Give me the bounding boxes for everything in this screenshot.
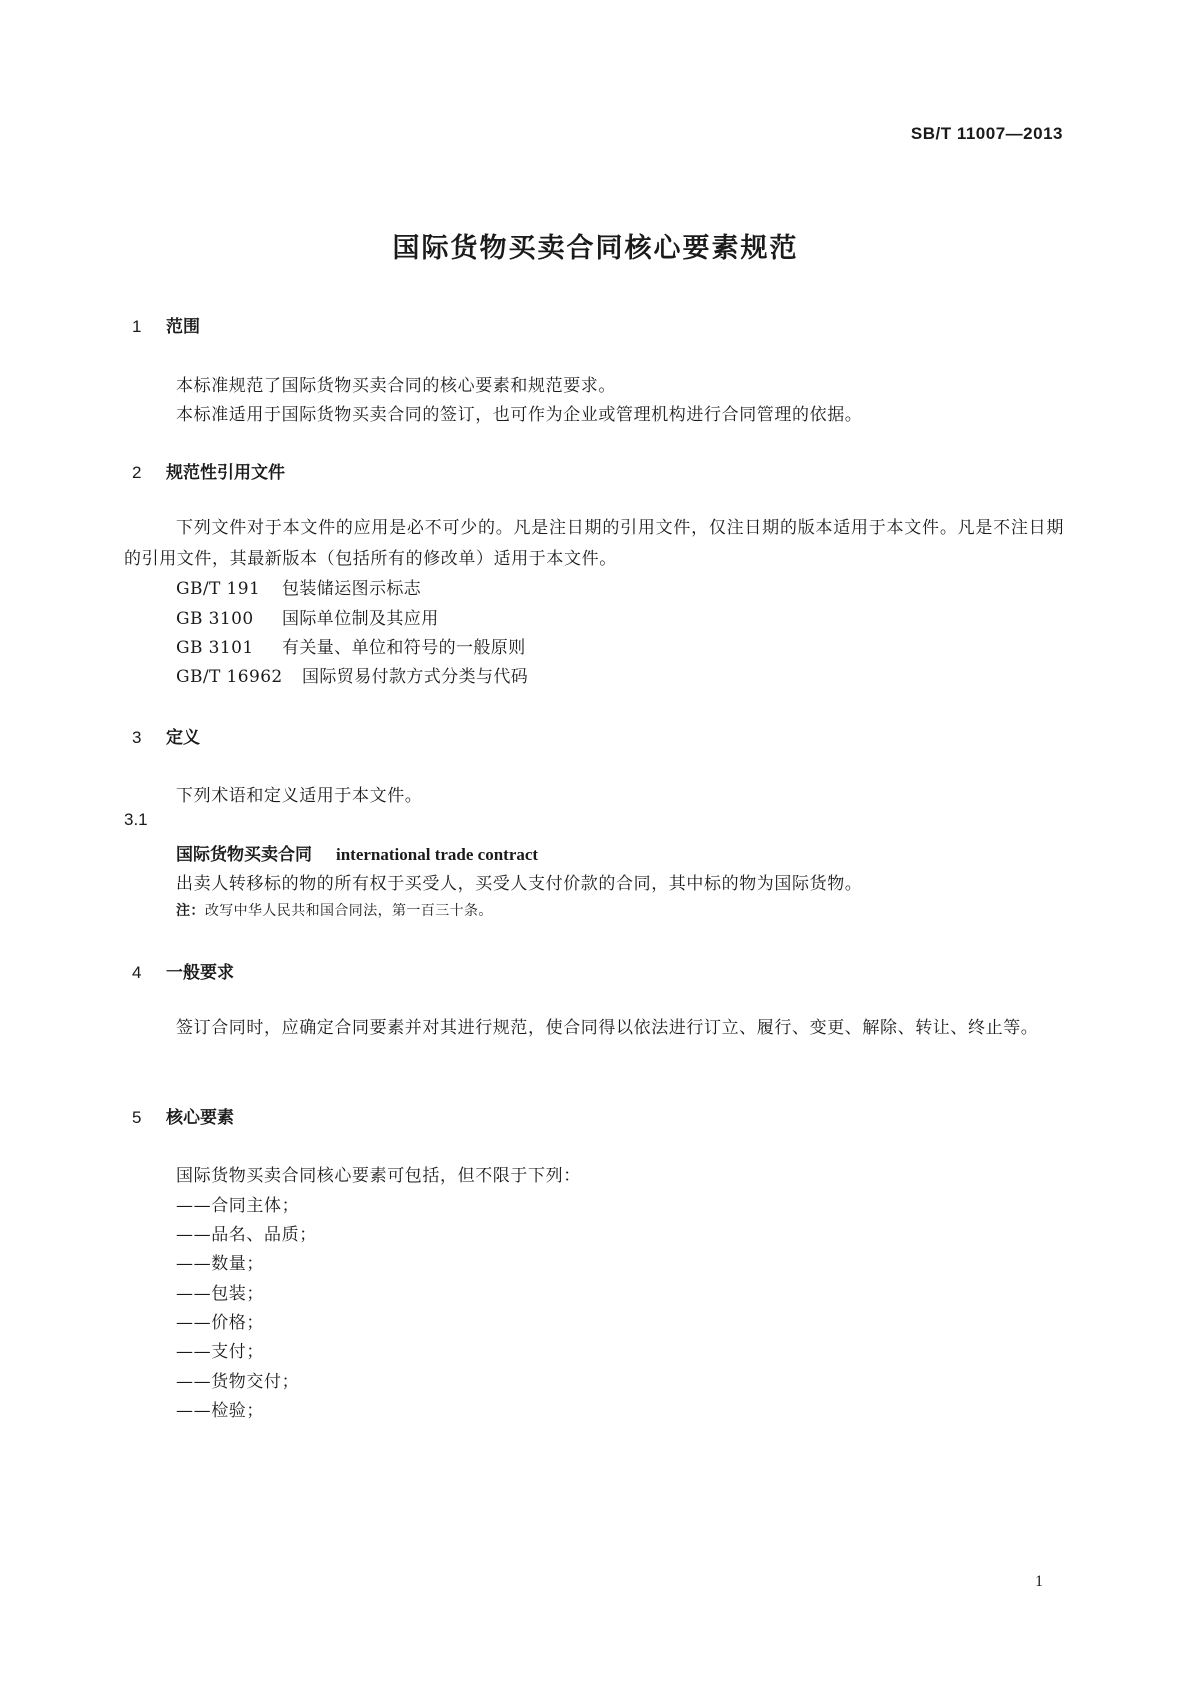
section-4-paragraph: 签订合同时，应确定合同要素并对其进行规范，使合同得以依法进行订立、履行、变更、解除、转让、终止等。 xyxy=(176,1018,1039,1038)
section-1-heading xyxy=(132,312,200,337)
subsection-number: 3.1 xyxy=(124,810,148,829)
list-item: ——数量； xyxy=(176,1254,264,1274)
term-chinese: 国际货物买卖合同 xyxy=(176,845,312,865)
reference-item xyxy=(176,574,421,599)
section-number: 4 xyxy=(132,963,142,982)
reference-code: GB 3100 xyxy=(176,609,254,629)
section-2-heading xyxy=(132,458,285,483)
term-note xyxy=(176,900,493,920)
section-1-paragraph-2: 本标准适用于国际货物买卖合同的签订，也可作为企业或管理机构进行合同管理的依据。 xyxy=(176,405,863,425)
note-label: 注： xyxy=(176,903,205,919)
reference-name: 国际贸易付款方式分类与代码 xyxy=(302,667,529,687)
section-title: 一般要求 xyxy=(166,963,234,983)
reference-item xyxy=(176,604,439,629)
section-title: 规范性引用文件 xyxy=(166,463,285,483)
document-title: 国际货物买卖合同核心要素规范 xyxy=(392,233,799,264)
section-1-paragraph-1: 本标准规范了国际货物买卖合同的核心要素和规范要求。 xyxy=(176,376,616,396)
reference-code: GB/T 191 xyxy=(176,579,261,599)
section-3-heading xyxy=(132,723,200,748)
section-4-heading xyxy=(132,958,234,983)
reference-code: GB 3101 xyxy=(176,638,254,658)
section-number: 1 xyxy=(132,317,142,336)
term-definition: 出卖人转移标的物的所有权于买受人，买受人支付价款的合同，其中标的物为国际货物。 xyxy=(176,874,863,894)
section-3-paragraph: 下列术语和定义适用于本文件。 xyxy=(176,786,423,806)
list-item: ——货物交付； xyxy=(176,1372,300,1392)
list-item: ——价格； xyxy=(176,1313,264,1333)
reference-name: 有关量、单位和符号的一般原则 xyxy=(282,638,526,658)
list-item: ——包装； xyxy=(176,1284,264,1304)
note-text: 改写中华人民共和国合同法，第一百三十条。 xyxy=(204,903,493,919)
list-item: ——支付； xyxy=(176,1342,264,1362)
reference-code: GB/T 16962 xyxy=(176,667,283,687)
list-item: ——合同主体； xyxy=(176,1196,300,1216)
reference-item xyxy=(176,662,528,687)
reference-item xyxy=(176,633,526,658)
section-number: 5 xyxy=(132,1108,142,1127)
reference-name: 包装储运图示标志 xyxy=(282,579,422,599)
section-title: 核心要素 xyxy=(166,1108,234,1128)
section-5-paragraph: 国际货物买卖合同核心要素可包括，但不限于下列： xyxy=(176,1166,581,1186)
reference-name: 国际单位制及其应用 xyxy=(282,609,439,629)
section-2-paragraph: 下列文件对于本文件的应用是必不可少的。凡是注日期的引用文件，仅注日期的版本适用于本文件。凡是不注日期的引用文件，其最新版本（包括所有的修改单）适用于本文件。 xyxy=(124,518,1064,569)
section-title: 定义 xyxy=(166,728,200,748)
section-number: 2 xyxy=(132,463,142,482)
section-title: 范围 xyxy=(166,317,200,337)
page-number: 1 xyxy=(1035,1573,1043,1590)
list-item: ——检验； xyxy=(176,1401,264,1421)
section-number: 3 xyxy=(132,728,142,747)
list-item: ——品名、品质； xyxy=(176,1225,317,1245)
section-5-heading xyxy=(132,1103,234,1128)
term-entry xyxy=(176,840,538,865)
standard-code: SB/T 11007—2013 xyxy=(910,124,1063,143)
term-english: international trade contract xyxy=(336,845,539,864)
